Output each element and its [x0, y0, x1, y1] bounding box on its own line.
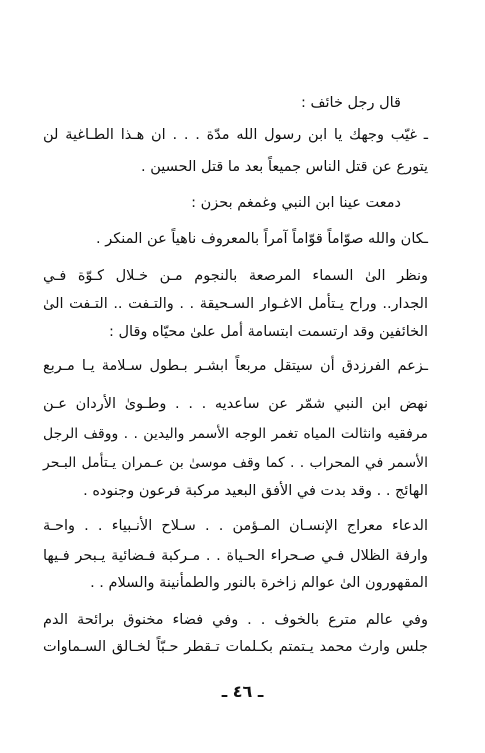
text-line: الهائج . . وقد بدت في الأفق البعيد مركبة فرعون وجنوده .: [83, 483, 428, 499]
text-line: الأسمر في المحراب . . كما وقف موسىٰ بن عـمران يـتأمل البـحر: [43, 455, 428, 471]
text-line: الجدار.. وراح يـتأمل الاغـوار السـحيقة . . والتـفت .. التـفت الىٰ: [43, 296, 428, 312]
text-line: ـ غيّب وجهك يا ابن رسول الله مدّة . . . ان هـذا الطـاغية لن: [43, 127, 428, 143]
text-line: الدعاء معراج الإنسـان المـؤمن . . سـلاح الأنـبياء . . واحـة: [43, 518, 428, 534]
text-line: ونظر الىٰ السماء المرصعة بالنجوم مـن خـلال كـوّة فـي: [43, 268, 428, 284]
text-line: قال رجل خائف :: [301, 95, 401, 111]
text-line: مرفقيه وانثالت المياه تغمر الوجه الأسمر واليدين . . ووقف الرجل: [43, 426, 428, 442]
text-line: نهض ابن النبي شمّر عن ساعديه . . . وطـوىٰ الأردان عـن: [43, 396, 428, 412]
text-line: المقهورون الىٰ عوالم زاخرة بالنور والطمأنينة والسلام . .: [90, 575, 428, 591]
text-line: دمعت عينا ابن النبي وغمغم بحزن :: [191, 195, 401, 211]
text-line: جلس وارث محمد يـتمتم بكـلمات تـقطر حـبّاً لخـالق السـماوات: [43, 639, 428, 655]
text-line: وارفة الظلال فـي صـحراء الحـياة . . مـركبة فـضائية يـبحر فـيها: [43, 548, 428, 564]
text-line: يتورع عن قتل الناس جميعاً بعد ما قتل الحسين .: [141, 159, 428, 175]
poetry-line: ـزعم الفرزدق أن سيتقل مربعاً ابشـر بـطول سـلامة يـا مـربع: [43, 358, 428, 374]
text-line: ـكان والله صوّاماً قوّاماً آمراً بالمعروف ناهياً عن المنكر .: [96, 231, 428, 247]
text-line: الخائفين وقد ارتسمت ابتسامة أمل علىٰ محيّاه وقال :: [109, 324, 428, 340]
text-line: وفي عالم مترع بالخوف . . وفي فضاء مخنوق برائحة الدم: [43, 612, 428, 628]
page-number: ـ ٤٦ ـ: [221, 682, 264, 701]
